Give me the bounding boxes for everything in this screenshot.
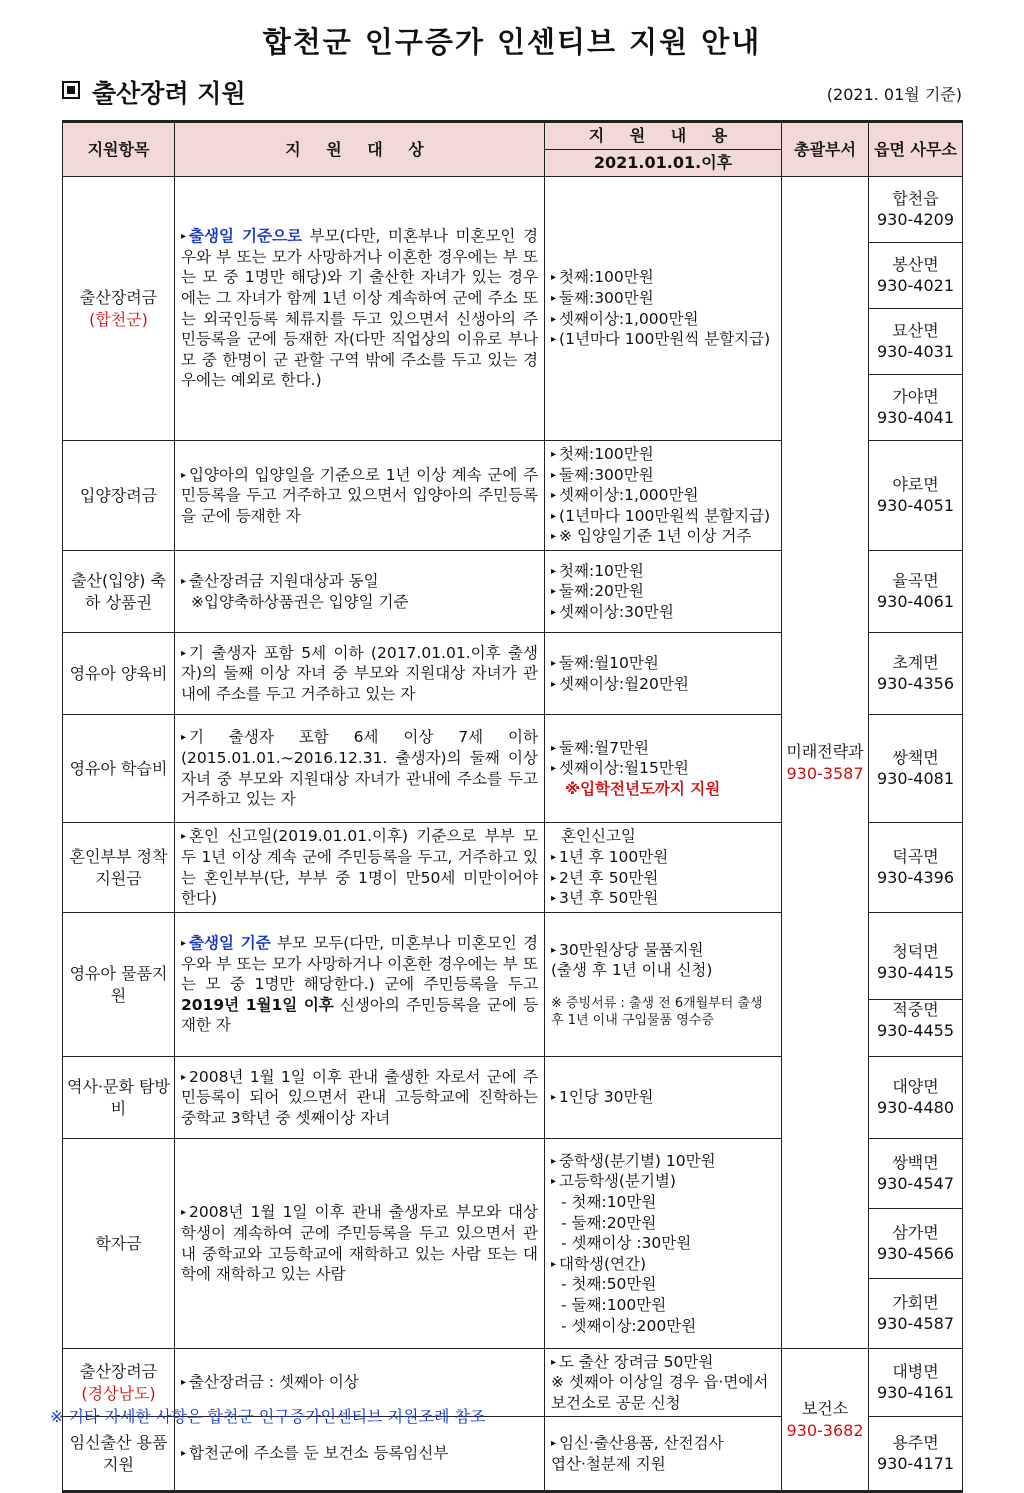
office-entry bbox=[869, 1057, 962, 1138]
office-phone: 930-4209 bbox=[876, 209, 955, 229]
content-line bbox=[551, 758, 775, 779]
target-text: 부모 모두(다만, 미혼부나 미혼모인 경우와 부 또는 모가 사망하거나 이혼한 경우에는 부 또는 모 중 1명만 해당한다.) 군에 주민등록을 두고 bbox=[181, 933, 538, 994]
office-cell bbox=[869, 177, 963, 441]
dept-phone: 930-3682 bbox=[786, 1420, 864, 1440]
dept-name: 보건소 bbox=[801, 1399, 849, 1419]
section-label: 출산장려 지원 bbox=[92, 79, 246, 108]
bullet-triangle-icon: ▸ bbox=[551, 893, 557, 905]
square-bullet-icon bbox=[62, 81, 80, 99]
content-cell bbox=[545, 1417, 782, 1492]
target-highlight: 출생일 기준으로 bbox=[189, 227, 302, 246]
office-phone: 930-4415 bbox=[876, 963, 955, 983]
content-sub-text: 둘째:100만원 bbox=[571, 1296, 667, 1315]
target-text: 합천군에 주소를 둔 보건소 등록임신부 bbox=[189, 1444, 449, 1463]
content-text: 첫째:10만원 bbox=[559, 561, 644, 580]
office-name: 율곡면 bbox=[892, 570, 939, 590]
header-item: 지원항목 bbox=[63, 122, 175, 177]
bullet-triangle-icon: ▸ bbox=[551, 1258, 557, 1270]
target-highlight: 출생일 기준 bbox=[189, 933, 271, 952]
content-line bbox=[551, 674, 775, 695]
content-cell bbox=[545, 715, 782, 823]
target-text: 출산장려금 지원대상과 동일 bbox=[189, 571, 379, 590]
bullet-triangle-icon: ▸ bbox=[551, 565, 557, 577]
item-cell bbox=[63, 823, 175, 913]
bullet-triangle-icon: ▸ bbox=[551, 510, 557, 522]
item-name: 영유아 양육비 bbox=[69, 663, 168, 683]
content-sub: - 셋째이상 :30만원 bbox=[561, 1234, 692, 1253]
content-text: 30만원상당 물품지원 bbox=[559, 940, 704, 959]
content-text: 둘째:300만원 bbox=[559, 465, 654, 484]
basis-date: (2021. 01월 기준) bbox=[826, 85, 962, 104]
content-line bbox=[551, 602, 775, 623]
target-cell bbox=[175, 633, 545, 715]
bullet-triangle-icon: ▸ bbox=[551, 1092, 557, 1104]
office-name: 덕곡면 bbox=[892, 846, 939, 866]
target-cell bbox=[175, 1417, 545, 1492]
office-cell bbox=[869, 823, 963, 913]
content-text: 1인당 30만원 bbox=[559, 1088, 654, 1107]
dept-cell bbox=[782, 177, 869, 1349]
content-line bbox=[551, 485, 775, 506]
item-cell bbox=[63, 1417, 175, 1492]
footnote: ※ 기타 자세한 사항은 합천군 인구증가인센티브 지원조례 참조 bbox=[50, 1407, 486, 1426]
bullet-triangle-icon: ▸ bbox=[551, 272, 557, 284]
office-name: 야로면 bbox=[892, 474, 939, 494]
item-name: 출산(입양) 축하 상품권 bbox=[71, 571, 166, 612]
item-cell bbox=[63, 551, 175, 633]
content-sub-text: 셋째이상 :30만원 bbox=[571, 1234, 692, 1253]
bullet-triangle-icon: ▸ bbox=[551, 606, 557, 618]
office-entry bbox=[869, 1279, 962, 1348]
office-cell bbox=[869, 1417, 963, 1492]
target-cell bbox=[175, 913, 545, 1057]
bullet-triangle-icon: ▸ bbox=[181, 1207, 187, 1219]
bullet-triangle-icon: ▸ bbox=[551, 1155, 557, 1167]
office-phone: 930-4061 bbox=[876, 591, 955, 611]
item-name: 학자금 bbox=[95, 1233, 142, 1253]
table-row bbox=[63, 177, 963, 441]
content-text: 둘째:월10만원 bbox=[559, 653, 659, 672]
item-cell bbox=[63, 715, 175, 823]
office-name: 합천읍 bbox=[892, 188, 939, 208]
item-name: 영유아 물품지원 bbox=[69, 964, 168, 1005]
bullet-triangle-icon: ▸ bbox=[551, 531, 557, 543]
item-name: 출산장려금 bbox=[79, 288, 158, 308]
office-name: 봉산면 bbox=[892, 254, 939, 274]
bullet-triangle-icon: ▸ bbox=[551, 469, 557, 481]
content-note: ※입학전년도까지 지원 bbox=[565, 779, 721, 798]
content-text: 둘째:300만원 bbox=[559, 288, 654, 307]
target-cell bbox=[175, 715, 545, 823]
bullet-triangle-icon: ▸ bbox=[551, 1356, 557, 1368]
bullet-triangle-icon: ▸ bbox=[551, 872, 557, 884]
bullet-triangle-icon: ▸ bbox=[551, 334, 557, 346]
office-entry bbox=[869, 832, 962, 903]
office-phone: 930-4356 bbox=[876, 673, 955, 693]
office-phone: 930-4081 bbox=[876, 768, 955, 788]
content-line bbox=[551, 465, 775, 486]
office-entry bbox=[869, 1139, 962, 1209]
content-cell bbox=[545, 441, 782, 551]
content-text: 도 출산 장려금 50만원 bbox=[559, 1352, 714, 1371]
office-phone: 930-4041 bbox=[876, 407, 955, 427]
office-entry bbox=[869, 551, 962, 632]
header-date: 2021.01.01.이후 bbox=[545, 150, 782, 177]
content-cell bbox=[545, 551, 782, 633]
office-phone: 930-4547 bbox=[876, 1173, 955, 1193]
target-cell bbox=[175, 441, 545, 551]
content-line bbox=[551, 309, 775, 330]
content-sub: - 첫째:10만원 bbox=[561, 1192, 657, 1211]
office-name: 청덕면 bbox=[892, 942, 939, 962]
office-entry bbox=[869, 309, 962, 375]
office-entry bbox=[869, 1349, 962, 1416]
item-name: 역사·문화 탐방비 bbox=[67, 1077, 170, 1118]
bullet-triangle-icon: ▸ bbox=[181, 1377, 187, 1389]
target-cell bbox=[175, 177, 545, 441]
bullet-triangle-icon: ▸ bbox=[181, 1071, 187, 1083]
content-text: (1년마다 100만원씩 분할지급) bbox=[559, 506, 771, 525]
dept-phone: 930-3587 bbox=[786, 763, 864, 783]
content-extra: (출생 후 1년 이내 신청) bbox=[551, 961, 713, 980]
office-phone: 930-4021 bbox=[876, 275, 955, 295]
bullet-triangle-icon: ▸ bbox=[551, 292, 557, 304]
office-entry bbox=[869, 1000, 962, 1042]
content-text: 고등학생(분기별) bbox=[559, 1172, 676, 1191]
incentive-table bbox=[62, 120, 963, 1493]
content-sub: - 둘째:20만원 bbox=[561, 1213, 657, 1232]
item-sub: (합천군) bbox=[89, 309, 148, 329]
content-sub: - 첫째:50만원 bbox=[561, 1275, 657, 1294]
content-sub-text: 셋째이상:200만원 bbox=[571, 1316, 697, 1335]
bullet-triangle-icon: ▸ bbox=[551, 490, 557, 502]
office-cell bbox=[869, 551, 963, 633]
target-text: 2008년 1월 1일 이후 관내 출생한 자로서 군에 주민등록이 되어 있으면서 관내 고등학교에 진학하는 중학교 3학년 중 셋째이상 자녀 bbox=[181, 1067, 538, 1127]
item-name: 혼인부부 정착지원금 bbox=[69, 847, 168, 888]
content-line bbox=[551, 561, 775, 582]
office-name: 적중면 bbox=[892, 999, 939, 1019]
target-end: 신생아의 주민등록을 군에 등재한 자 bbox=[181, 995, 538, 1035]
item-name: 입양장려금 bbox=[79, 485, 158, 505]
bullet-triangle-icon: ▸ bbox=[551, 657, 557, 669]
content-line bbox=[551, 1352, 775, 1373]
office-entry bbox=[869, 928, 962, 1000]
bullet-triangle-icon: ▸ bbox=[181, 647, 187, 659]
office-name: 가야면 bbox=[892, 386, 939, 406]
office-name: 쌍백면 bbox=[892, 1152, 939, 1172]
content-sub-text: 둘째:20만원 bbox=[571, 1213, 657, 1232]
bullet-triangle-icon: ▸ bbox=[551, 851, 557, 863]
office-phone: 930-4051 bbox=[876, 495, 955, 515]
content-line bbox=[551, 1433, 775, 1454]
content-sub-text: 첫째:10만원 bbox=[571, 1192, 657, 1211]
item-cell bbox=[63, 1057, 175, 1139]
content-text: 3년 후 50만원 bbox=[559, 889, 659, 908]
target-bold: 2019년 1월1일 이후 bbox=[181, 995, 334, 1014]
dept-name: 미래전략과 bbox=[786, 742, 864, 762]
content-line bbox=[551, 329, 775, 350]
bullet-triangle-icon: ▸ bbox=[181, 831, 187, 843]
content-cell bbox=[545, 633, 782, 715]
office-name: 쌍책면 bbox=[892, 747, 939, 767]
office-name: 초계면 bbox=[892, 652, 939, 672]
content-text: 셋째이상:30만원 bbox=[559, 602, 674, 621]
item-name: 임신출산 용품지원 bbox=[69, 1433, 168, 1474]
item-name: 영유아 학습비 bbox=[69, 758, 168, 778]
content-line bbox=[551, 738, 775, 759]
office-name: 대병면 bbox=[892, 1361, 939, 1381]
target-text: 입양아의 입양일을 기준으로 1년 이상 계속 군에 주민등록을 두고 거주하고 있으면서 입양아의 주민등록을 군에 등재한 자 bbox=[181, 465, 538, 525]
item-cell bbox=[63, 177, 175, 441]
section-heading bbox=[62, 74, 246, 110]
office-phone: 930-4171 bbox=[876, 1453, 955, 1473]
office-cell bbox=[869, 633, 963, 715]
content-sub-text: 첫째:50만원 bbox=[571, 1275, 657, 1294]
office-entry bbox=[869, 243, 962, 309]
office-entry bbox=[869, 177, 962, 243]
content-line bbox=[551, 868, 775, 889]
bullet-triangle-icon: ▸ bbox=[551, 763, 557, 775]
item-name: 출산장려금 bbox=[79, 1362, 158, 1382]
content-cell bbox=[545, 177, 782, 441]
bullet-triangle-icon: ▸ bbox=[181, 575, 187, 587]
bullet-triangle-icon: ▸ bbox=[181, 1448, 187, 1460]
target-cell bbox=[175, 1057, 545, 1139]
content-text: 1년 후 100만원 bbox=[559, 847, 669, 866]
item-cell bbox=[63, 441, 175, 551]
bullet-triangle-icon: ▸ bbox=[551, 313, 557, 325]
content-line bbox=[551, 1087, 775, 1108]
bullet-triangle-icon: ▸ bbox=[551, 1176, 557, 1188]
target-cell bbox=[175, 551, 545, 633]
content-line bbox=[551, 653, 775, 674]
office-name: 용주면 bbox=[892, 1432, 939, 1452]
office-phone: 930-4396 bbox=[876, 867, 955, 887]
office-phone: 930-4480 bbox=[876, 1097, 955, 1117]
content-line bbox=[551, 581, 775, 602]
content-text: (1년마다 100만원씩 분할지급) bbox=[559, 330, 771, 349]
content-sub: - 셋째이상:200만원 bbox=[561, 1316, 697, 1335]
content-line bbox=[551, 847, 775, 868]
content-cell bbox=[545, 1057, 782, 1139]
content-cell bbox=[545, 913, 782, 1057]
item-sub: (경상남도) bbox=[81, 1383, 156, 1403]
content-cell bbox=[545, 1349, 782, 1417]
content-text: 둘째:20만원 bbox=[559, 582, 644, 601]
office-cell bbox=[869, 441, 963, 551]
header-dept: 총괄부서 bbox=[782, 122, 869, 177]
office-cell bbox=[869, 1057, 963, 1139]
office-phone: 930-4031 bbox=[876, 341, 955, 361]
office-name: 삼가면 bbox=[892, 1222, 939, 1242]
content-text: 임신·출산용품, 산전검사 bbox=[559, 1433, 724, 1452]
content-text: 중학생(분기별) 10만원 bbox=[559, 1151, 716, 1170]
content-text: 둘째:월7만원 bbox=[559, 738, 649, 757]
content-line bbox=[551, 1151, 775, 1172]
content-head: 혼인신고일 bbox=[561, 827, 636, 846]
office-entry bbox=[869, 633, 962, 714]
content-text: 셋째이상:월20만원 bbox=[559, 674, 689, 693]
content-text: 첫째:100만원 bbox=[559, 268, 654, 287]
target-text: 기 출생자 포함 5세 이하 (2017.01.01.이후 출생자)의 둘째 이상 자녀 중 부모와 지원대상 자녀가 관내에 주소를 두고 거주하고 있는 자 bbox=[181, 643, 538, 703]
bullet-triangle-icon: ▸ bbox=[551, 448, 557, 460]
content-text: ※ 입양일기준 1년 이상 거주 bbox=[559, 527, 752, 546]
item-cell bbox=[63, 633, 175, 715]
target-cell bbox=[175, 823, 545, 913]
office-cell bbox=[869, 1139, 963, 1349]
content-sub: - 둘째:100만원 bbox=[561, 1296, 667, 1315]
office-entry bbox=[869, 375, 962, 440]
target-text: 부모(다만, 미혼부나 미혼모인 경우와 부 또는 모가 사망하거나 이혼한 경우에는 부 또는 모 중 1명만 해당)와 기 출산한 자녀가 있는 경우에는 그 자녀가 함께 1년 이상 계속하여 군에 주소 또는 외국인등록 체류지를 두고 있으면서 신생아의 주민등록을 군에 등재한 자(다만 직업상의 이유로 부나 모 중 한명이 군 관할 구역 밖에 주소를 두고 있는 경우에는 예외로 한다.) bbox=[181, 227, 538, 390]
bullet-triangle-icon: ▸ bbox=[181, 732, 187, 744]
content-note: ※ 셋째아 이상일 경우 읍·면에서 보건소로 공문 신청 bbox=[551, 1373, 769, 1412]
bullet-triangle-icon: ▸ bbox=[551, 678, 557, 690]
bullet-triangle-icon: ▸ bbox=[181, 231, 187, 243]
content-line bbox=[551, 444, 775, 465]
header-office: 읍면 사무소 bbox=[869, 122, 963, 177]
office-name: 대양면 bbox=[892, 1076, 939, 1096]
content-extra: 엽산·철분제 지원 bbox=[551, 1454, 666, 1473]
header-content: 지 원 내 용 bbox=[545, 122, 782, 150]
content-cell bbox=[545, 823, 782, 913]
header-target: 지 원 대 상 bbox=[175, 122, 545, 177]
bullet-triangle-icon: ▸ bbox=[181, 469, 187, 481]
office-entry bbox=[869, 463, 962, 528]
bullet-triangle-icon: ▸ bbox=[551, 586, 557, 598]
target-text: 2008년 1월 1일 이후 관내 출생자로 부모와 대상 학생이 계속하여 군에 주민등록을 두고 있으면서 관내 중학교와 고등학교에 재학하고 있는 사람 또는 대학에 재학하고 있는 사람 bbox=[181, 1203, 538, 1284]
bullet-triangle-icon: ▸ bbox=[551, 742, 557, 754]
office-cell bbox=[869, 1349, 963, 1417]
page-title: 합천군 인구증가 인센티브 지원 안내 bbox=[262, 25, 762, 59]
content-text: 첫째:100만원 bbox=[559, 444, 654, 463]
content-line bbox=[551, 526, 775, 547]
office-cell bbox=[869, 715, 963, 823]
office-phone: 930-4587 bbox=[876, 1313, 955, 1333]
office-phone: 930-4161 bbox=[876, 1382, 955, 1402]
content-line bbox=[551, 267, 775, 288]
office-entry bbox=[869, 733, 962, 804]
office-entry bbox=[869, 1417, 962, 1490]
office-phone: 930-4455 bbox=[876, 1020, 955, 1040]
target-text: 출산장려금 : 셋째아 이상 bbox=[189, 1373, 359, 1392]
office-entry bbox=[869, 1209, 962, 1279]
target-note: ※입양축하상품권은 입양일 기준 bbox=[191, 592, 409, 611]
content-line bbox=[551, 1171, 775, 1192]
content-text: 대학생(연간) bbox=[559, 1254, 646, 1273]
content-text: 셋째이상:1,000만원 bbox=[559, 486, 699, 505]
office-name: 가회면 bbox=[892, 1292, 939, 1312]
content-text: 셋째이상:월15만원 bbox=[559, 759, 689, 778]
office-name: 묘산면 bbox=[892, 320, 939, 340]
bullet-triangle-icon: ▸ bbox=[551, 944, 557, 956]
content-text: 2년 후 50만원 bbox=[559, 868, 659, 887]
target-text: 혼인 신고일(2019.01.01.이후) 기준으로 부부 모두 1년 이상 계속 군에 주민등록을 두고, 거주하고 있는 혼인부부(단, 부부 중 1명이 만50세 미만이어야 한다) bbox=[181, 827, 538, 908]
office-phone: 930-4566 bbox=[876, 1243, 955, 1263]
content-line bbox=[551, 1254, 775, 1275]
item-cell bbox=[63, 913, 175, 1057]
content-line bbox=[551, 288, 775, 309]
office-cell bbox=[869, 913, 963, 1057]
target-cell bbox=[175, 1139, 545, 1349]
item-cell bbox=[63, 1139, 175, 1349]
content-line bbox=[551, 506, 775, 527]
content-note: ※ 증빙서류 : 출생 전 6개월부터 출생 후 1년 이내 구입물품 영수증 bbox=[551, 995, 763, 1029]
content-cell bbox=[545, 1139, 782, 1349]
target-text: 기 출생자 포함 6세 이상 7세 이하 (2015.01.01.~2016.12.31. 출생자)의 둘째 이상 자녀 중 부모와 지원대상 자녀가 관내에 주소를 두고 거주하고 있는 자 bbox=[181, 728, 538, 809]
dept-cell bbox=[782, 1349, 869, 1492]
content-text: 셋째이상:1,000만원 bbox=[559, 309, 699, 328]
content-line bbox=[551, 940, 775, 961]
content-line bbox=[551, 888, 775, 909]
bullet-triangle-icon: ▸ bbox=[181, 937, 187, 949]
bullet-triangle-icon: ▸ bbox=[551, 1437, 557, 1449]
